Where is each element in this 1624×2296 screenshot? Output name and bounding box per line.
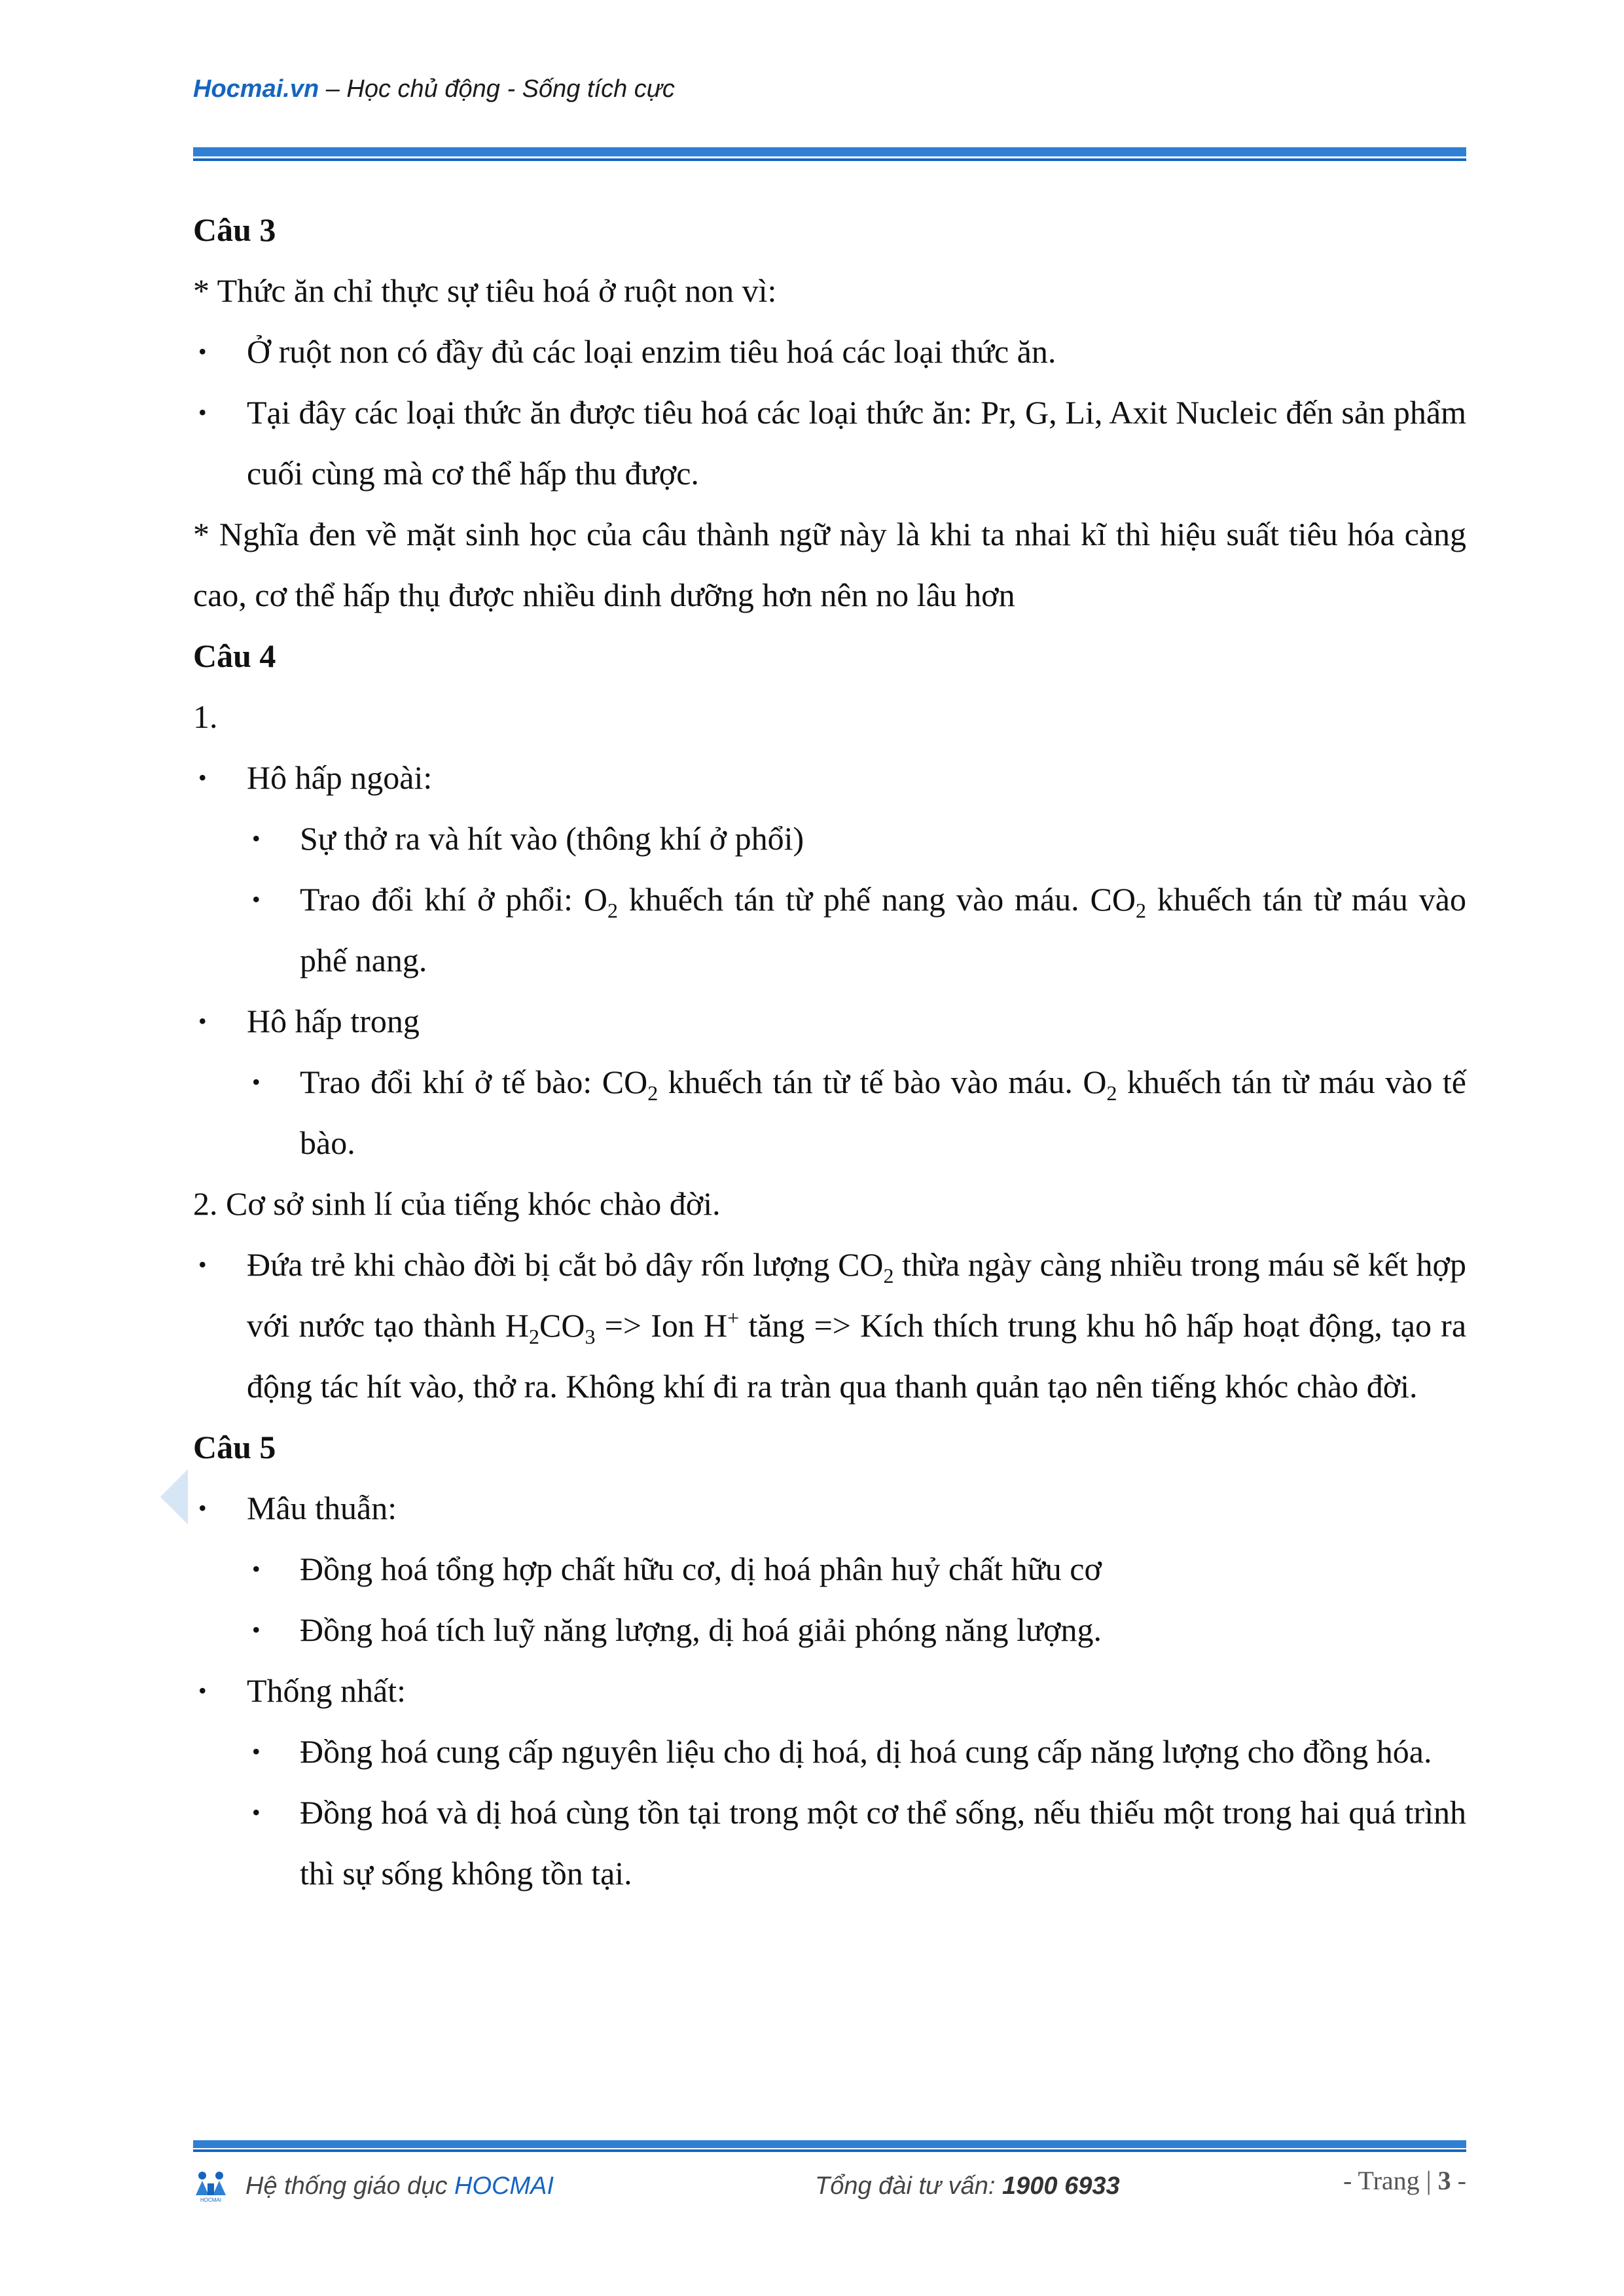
bullet-icon: • bbox=[252, 1799, 261, 1825]
q3-meaning: * Nghĩa đen về mặt sinh học của câu thành ngữ này là khi ta nhai kĩ thì hiệu suất tiêu hóa càng cao, cơ thể hấp thụ được nhiều dinh dưỡng hơn nên no lâu hơn bbox=[193, 516, 1466, 613]
header-rule bbox=[193, 147, 1466, 162]
question-4-title: Câu 4 bbox=[193, 637, 276, 674]
list-item: • Tại đây các loại thức ăn được tiêu hoá các loại thức ăn: Pr, G, Li, Axit Nucleic đến sản phẩm cuối cùng mà cơ thể hấp thu được. bbox=[193, 382, 1466, 504]
logo-wordmark: HOCMAI bbox=[200, 2197, 221, 2203]
q4-part-2: 2. Cơ sở sinh lí của tiếng khóc chào đời. bbox=[193, 1185, 721, 1222]
bullet-icon: • bbox=[252, 1556, 261, 1582]
list-item: • Đồng hoá cung cấp nguyên liệu cho dị hoá, dị hoá cung cấp năng lượng cho đồng hóa. bbox=[193, 1721, 1466, 1782]
bullet-icon: • bbox=[198, 1495, 207, 1521]
bullet-icon: • bbox=[252, 1738, 261, 1765]
header-brand: Hocmai.vn bbox=[193, 75, 319, 103]
list-item: • Thống nhất: bbox=[193, 1660, 1466, 1721]
bullet-icon: • bbox=[252, 886, 261, 912]
page-header bbox=[193, 75, 1466, 103]
bullet-icon: • bbox=[252, 1069, 261, 1095]
footer-rule bbox=[193, 2140, 1466, 2152]
q4-part-1: 1. bbox=[193, 698, 218, 735]
page-footer bbox=[193, 2166, 1466, 2206]
question-3-title: Câu 3 bbox=[193, 211, 276, 248]
list-item: • Sự thở ra và hít vào (thông khí ở phổi) bbox=[193, 808, 1466, 869]
header-slogan: – Học chủ động - Sống tích cực bbox=[319, 75, 675, 103]
bullet-icon: • bbox=[198, 1008, 207, 1034]
bullet-icon: • bbox=[252, 825, 261, 852]
question-5-title: Câu 5 bbox=[193, 1429, 276, 1465]
q3-intro: * Thức ăn chỉ thực sự tiêu hoá ở ruột non vì: bbox=[193, 272, 777, 309]
footer-hotline: Tổng đài tư vấn: 1900 6933 bbox=[815, 2172, 1120, 2200]
bullet-icon: • bbox=[198, 1677, 207, 1704]
document-body bbox=[193, 200, 1466, 1904]
list-item: • Hô hấp ngoài: bbox=[193, 747, 1466, 808]
list-item: • Mâu thuẫn: bbox=[193, 1478, 1466, 1539]
bullet-icon: • bbox=[198, 399, 207, 425]
footer-system: Hệ thống giáo dục HOCMAI bbox=[245, 2172, 554, 2200]
side-arrow-icon bbox=[160, 1469, 188, 1524]
page-number: - Trang | 3 - bbox=[1343, 2166, 1466, 2195]
list-item: • Đồng hoá và dị hoá cùng tồn tại trong một cơ thể sống, nếu thiếu một trong hai quá trình thì sự sống không tồn tại. bbox=[193, 1782, 1466, 1904]
hocmai-logo-icon bbox=[193, 2169, 229, 2203]
list-item: • Trao đổi khí ở phổi: $O_2$ khuếch tán từ phế nang vào máu. $CO_2$ khuếch tán từ máu vào phế nang. bbox=[193, 869, 1466, 991]
list-item: • Đồng hoá tích luỹ năng lượng, dị hoá giải phóng năng lượng. bbox=[193, 1600, 1466, 1660]
bullet-icon: • bbox=[198, 764, 207, 791]
bullet-icon: • bbox=[252, 1617, 261, 1643]
bullet-icon: • bbox=[198, 338, 207, 365]
list-item: • Đứa trẻ khi chào đời bị cắt bỏ dây rốn lượng $CO_2$ thừa ngày càng nhiều trong máu sẽ kết hợp với nước tạo thành $H_2CO_3$ => Ion H+ tăng => Kích thích trung khu hô hấp hoạt động, tạo ra động tác hít vào, thở ra. Không khí đi ra tràn qua thanh quản tạo nên tiếng khóc chào đời. bbox=[193, 1234, 1466, 1417]
list-item: • Ở ruột non có đầy đủ các loại enzim tiêu hoá các loại thức ăn. bbox=[193, 321, 1466, 382]
list-item: • Đồng hoá tổng hợp chất hữu cơ, dị hoá phân huỷ chất hữu cơ bbox=[193, 1539, 1466, 1600]
list-item: • Hô hấp trong bbox=[193, 991, 1466, 1052]
list-item: • Trao đổi khí ở tế bào: $CO_2$ khuếch tán từ tế bào vào máu. $O_2$ khuếch tán từ máu vào tế bào. bbox=[193, 1052, 1466, 1174]
bullet-icon: • bbox=[198, 1251, 207, 1278]
